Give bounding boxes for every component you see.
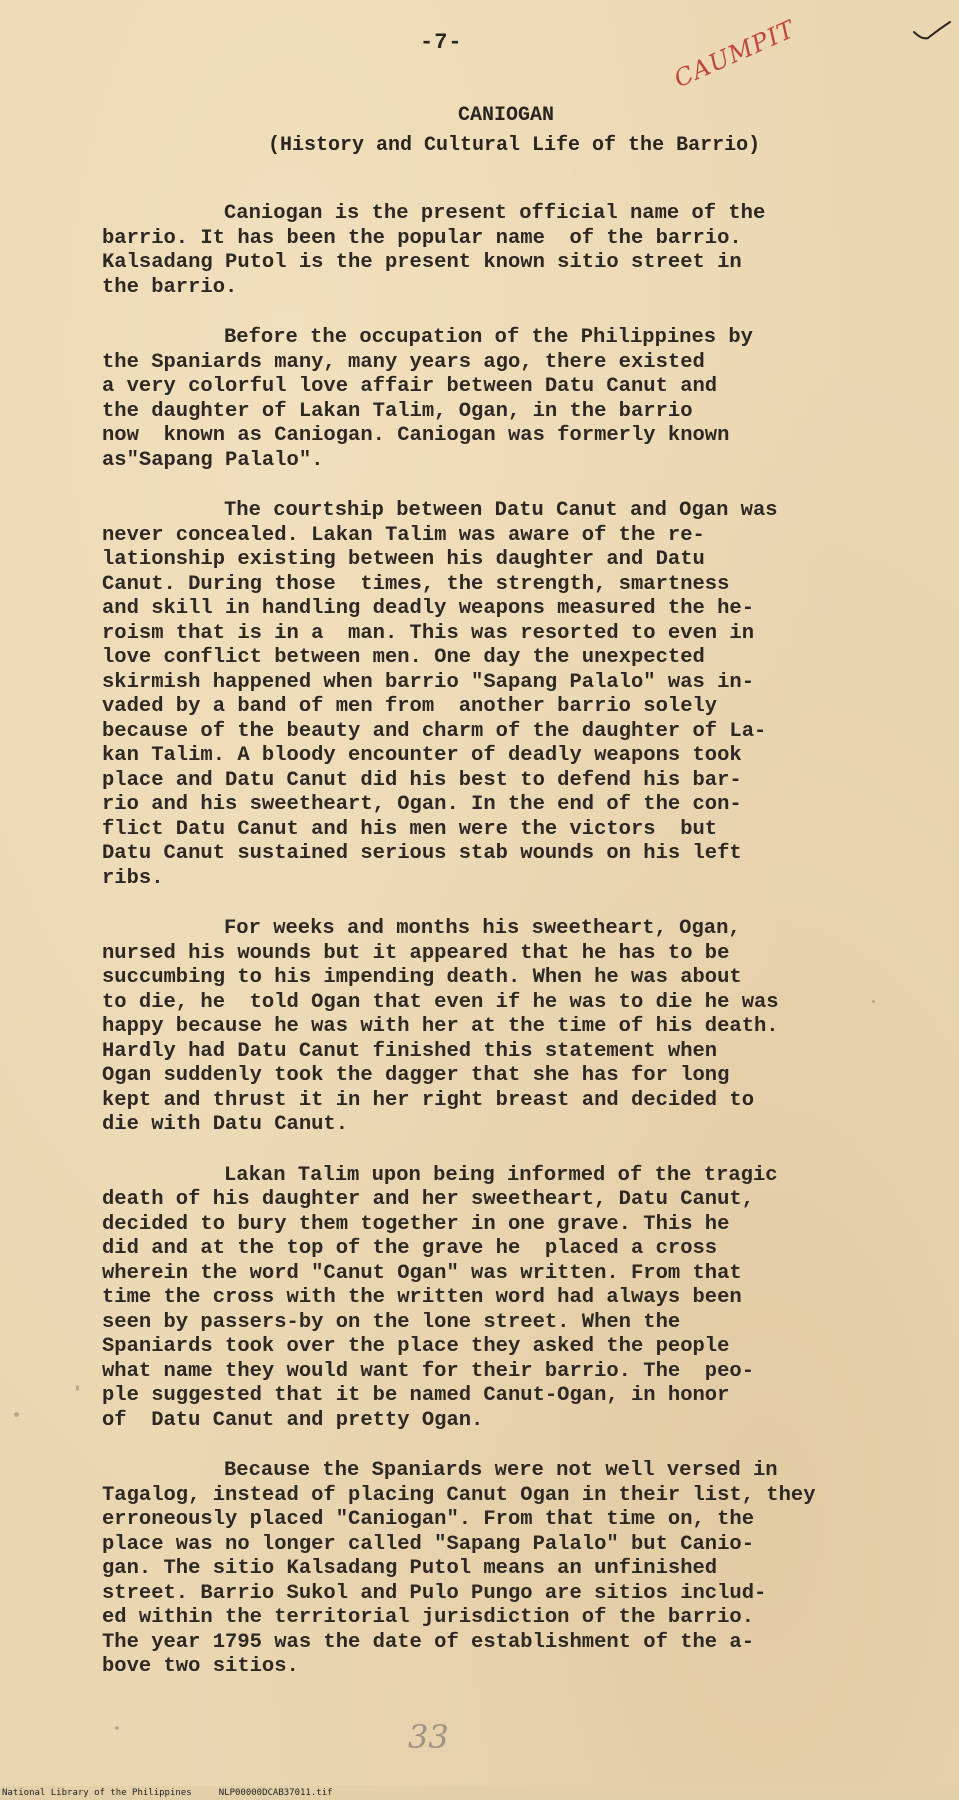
text-line: Because the Spaniards were not well versed in xyxy=(224,1459,778,1482)
paragraph-6 xyxy=(102,1459,952,1680)
text-line: roism that is in a man. This was resorted to even in xyxy=(102,621,755,645)
text-line: For weeks and months his sweetheart, Ogan, xyxy=(224,917,741,940)
text-line: the daughter of Lakan Talim, Ogan, in the barrio xyxy=(102,399,693,423)
text-line: gan. The sitio Kalsadang Putol means an unfinished xyxy=(102,1557,718,1580)
text-line: Caniogan is the present official name of the xyxy=(224,202,766,225)
paragraph-2 xyxy=(102,326,952,473)
paper-speck xyxy=(76,1385,79,1391)
paper-speck xyxy=(115,1726,119,1730)
text-line: a very colorful love affair between Datu Canut and xyxy=(102,375,718,398)
document-body xyxy=(102,202,952,1706)
text-line: the barrio. xyxy=(102,275,238,299)
page-number: -7- xyxy=(420,30,463,55)
text-line: vaded by a band of men from another barrio solely xyxy=(102,695,718,718)
text-line: time the cross with the written word had always been xyxy=(102,1286,742,1309)
text-line: as"Sapang Palalo". xyxy=(102,448,324,472)
text-line: Tagalog, instead of placing Canut Ogan in their list, they xyxy=(102,1483,816,1507)
text-line: flict Datu Canut and his men were the victors but xyxy=(102,817,718,841)
paragraph-3 xyxy=(102,499,952,891)
text-line: love conflict between men. One day the unexpected xyxy=(102,646,705,669)
text-line: place was no longer called "Sapang Palalo" but Canio- xyxy=(102,1532,755,1556)
text-line: skirmish happened when barrio "Sapang Palalo" was in- xyxy=(102,670,755,694)
text-line: barrio. It has been the popular name of the barrio. xyxy=(102,226,742,250)
text-line: now known as Caniogan. Caniogan was formerly known xyxy=(102,424,730,447)
text-line: Canut. During those times, the strength, smartness xyxy=(102,572,730,596)
text-line: happy because he was with her at the time of his death. xyxy=(102,1015,779,1038)
text-line: bove two sitios. xyxy=(102,1655,299,1678)
document-subtitle: (History and Cultural Life of the Barrio) xyxy=(268,134,761,157)
text-line: the Spaniards many, many years ago, there existed xyxy=(102,350,705,374)
text-line: nursed his wounds but it appeared that he has to be xyxy=(102,941,730,965)
text-line: The year 1795 was the date of establishment of the a- xyxy=(102,1630,755,1654)
check-mark-icon xyxy=(912,18,952,48)
text-line: lationship existing between his daughter and Datu xyxy=(102,548,705,571)
text-line: because of the beauty and charm of the daughter of La- xyxy=(102,719,767,743)
text-line: erroneously placed "Caniogan". From that time on, the xyxy=(102,1508,755,1531)
text-line: kept and thrust it in her right breast and decided to xyxy=(102,1088,755,1112)
paper-speck xyxy=(14,1412,19,1417)
text-line: never concealed. Lakan Talim was aware of the re- xyxy=(102,523,705,547)
text-line: Datu Canut sustained serious stab wounds on his left xyxy=(102,842,742,865)
text-line: ple suggested that it be named Canut-Ogan, in honor xyxy=(102,1384,730,1407)
text-line: ribs. xyxy=(102,866,164,890)
text-line: wherein the word "Canut Ogan" was written. From that xyxy=(102,1261,742,1285)
text-line: did and at the top of the grave he placed a cross xyxy=(102,1237,718,1260)
paragraph-1 xyxy=(102,202,952,300)
text-line: Kalsadang Putol is the present known sitio street in xyxy=(102,251,742,274)
paragraph-5 xyxy=(102,1164,952,1434)
text-line: ed within the territorial jurisdiction of the barrio. xyxy=(102,1606,755,1629)
text-line: Before the occupation of the Philippines by xyxy=(224,326,753,349)
text-line: death of his daughter and her sweetheart, Datu Canut, xyxy=(102,1188,755,1211)
text-line: seen by passers-by on the lone street. When the xyxy=(102,1310,681,1334)
text-line: of Datu Canut and pretty Ogan. xyxy=(102,1408,484,1432)
text-line: place and Datu Canut did his best to defend his bar- xyxy=(102,768,742,792)
text-line: die with Datu Canut. xyxy=(102,1113,349,1136)
paper-speck xyxy=(872,1000,875,1003)
document-title: CANIOGAN xyxy=(458,104,555,127)
text-line: succumbing to his impending death. When he was about xyxy=(102,966,742,989)
text-line: Spaniards took over the place they asked the people xyxy=(102,1335,730,1358)
text-line: to die, he told Ogan that even if he was to die he was xyxy=(102,990,779,1014)
text-line: The courtship between Datu Canut and Ogan was xyxy=(224,499,778,522)
handwritten-note: CAUMPIT xyxy=(669,14,800,94)
text-line: decided to bury them together in one grave. This he xyxy=(102,1212,730,1236)
handwritten-page-mark: 33 xyxy=(408,1718,449,1756)
text-line: Hardly had Datu Canut finished this statement when xyxy=(102,1039,718,1063)
text-line: rio and his sweetheart, Ogan. In the end of the con- xyxy=(102,793,742,816)
text-line: what name they would want for their barrio. The peo- xyxy=(102,1359,755,1383)
text-line: and skill in handling deadly weapons measured the he- xyxy=(102,597,755,620)
text-line: kan Talim. A bloody encounter of deadly weapons took xyxy=(102,744,742,767)
text-line: street. Barrio Sukol and Pulo Pungo are sitios includ- xyxy=(102,1581,767,1605)
text-line: Ogan suddenly took the dagger that she has for long xyxy=(102,1064,730,1087)
text-line: Lakan Talim upon being informed of the tragic xyxy=(224,1163,778,1187)
paragraph-4 xyxy=(102,917,952,1138)
archive-footer: National Library of the Philippines NLP00000DCAB37011.tif xyxy=(2,1788,333,1798)
